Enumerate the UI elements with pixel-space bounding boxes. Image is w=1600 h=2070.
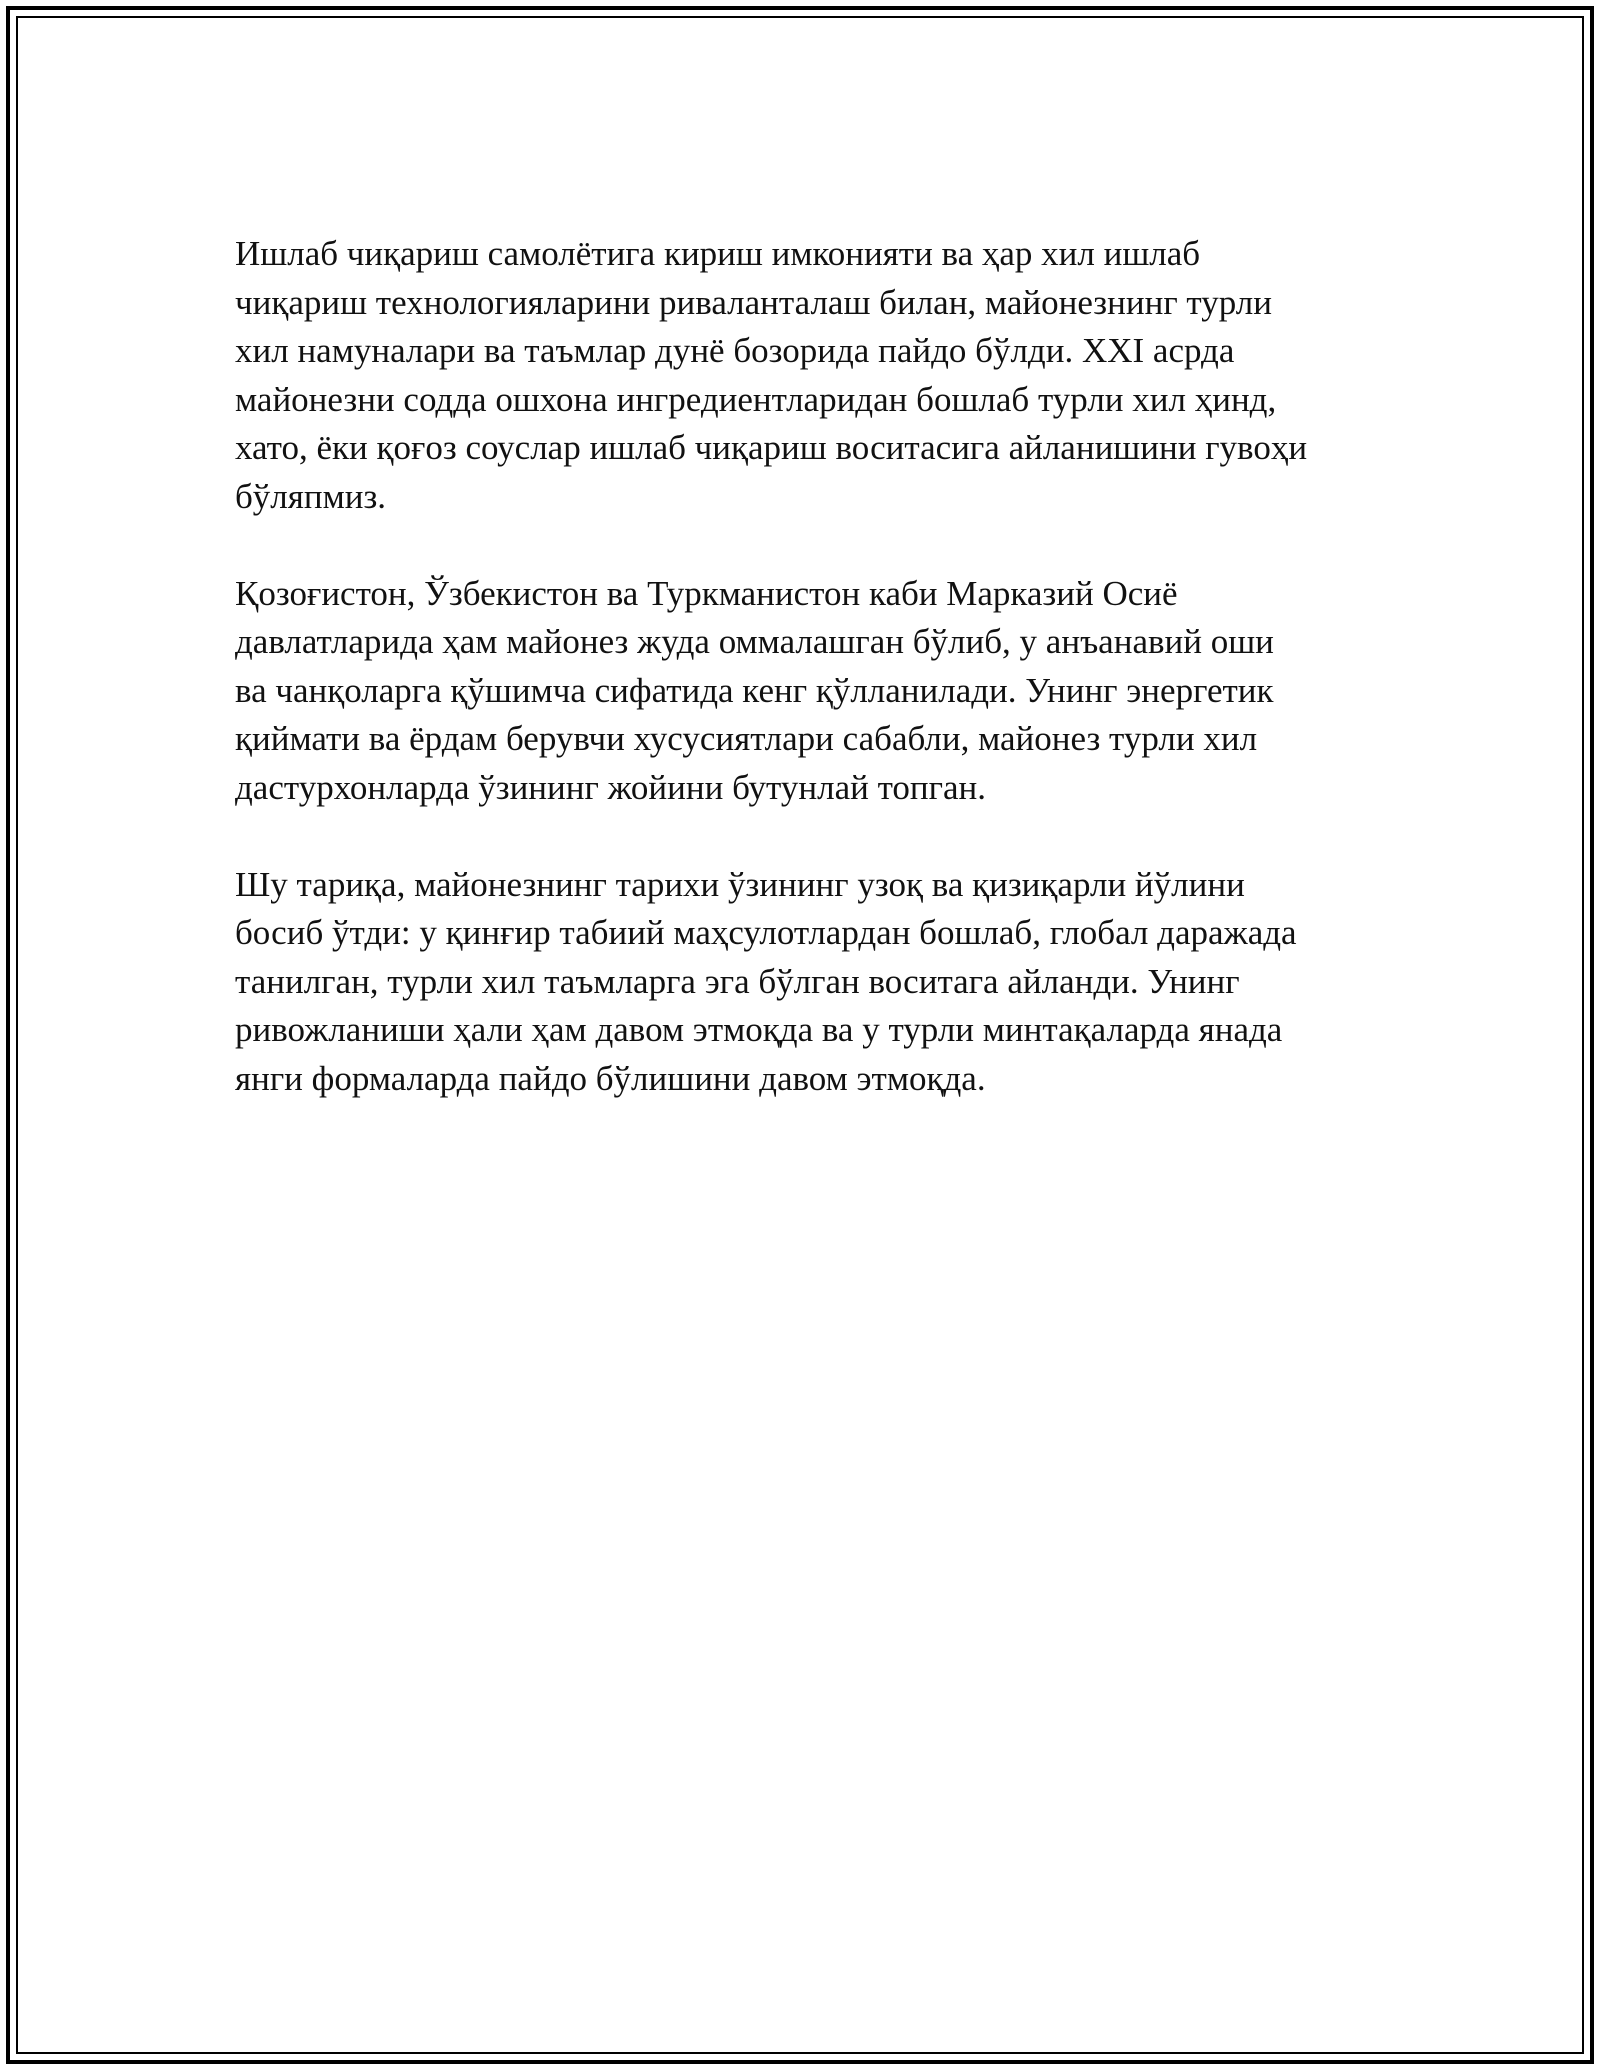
paragraph-2: Қозоғистон, Ўзбекистон ва Туркманистон каби Марказий Осиё давлатларида ҳам майонез жуда оммалашган бўлиб, у анъанавий оши ва чанқоларга қўшимча сифатида кенг қўлланилади. Унинг энергетик қиймати ва ёрдам берувчи хусусиятлари сабабли, майонез турли хил дастурхонларда ўзининг жойини бутунлай топган.: [235, 573, 1274, 807]
paragraph-3: Шу тариқа, майонезнинг тарихи ўзининг узоқ ва қизиқарли йўлини босиб ўтди: у қинғир табиий маҳсулотлардан бошлаб, глобал даражада танилган, турли хил таъмларга эга бўлган воситага айланди. Унинг ривожланиши ҳали ҳам давом этмоқда ва у турли минтақаларда янада янги формаларда пайдо бўлишини давом этмоқда.: [235, 864, 1297, 1098]
paragraph-1: Ишлаб чиқариш самолётига кириш имконияти ва ҳар хил ишлаб чиқариш технологияларини риваланталаш билан, майонезнинг турли хил намуналари ва таъмлар дунё бозорида пайдо бўлди. XXI асрда майонезни содда ошхона ингредиентларидан бошлаб турли хил ҳинд, хато, ёки қоғоз соуслар ишлаб чиқариш воситасига айланишини гувоҳи бўляпмиз.: [235, 234, 1308, 516]
document-body: [235, 230, 1375, 1152]
